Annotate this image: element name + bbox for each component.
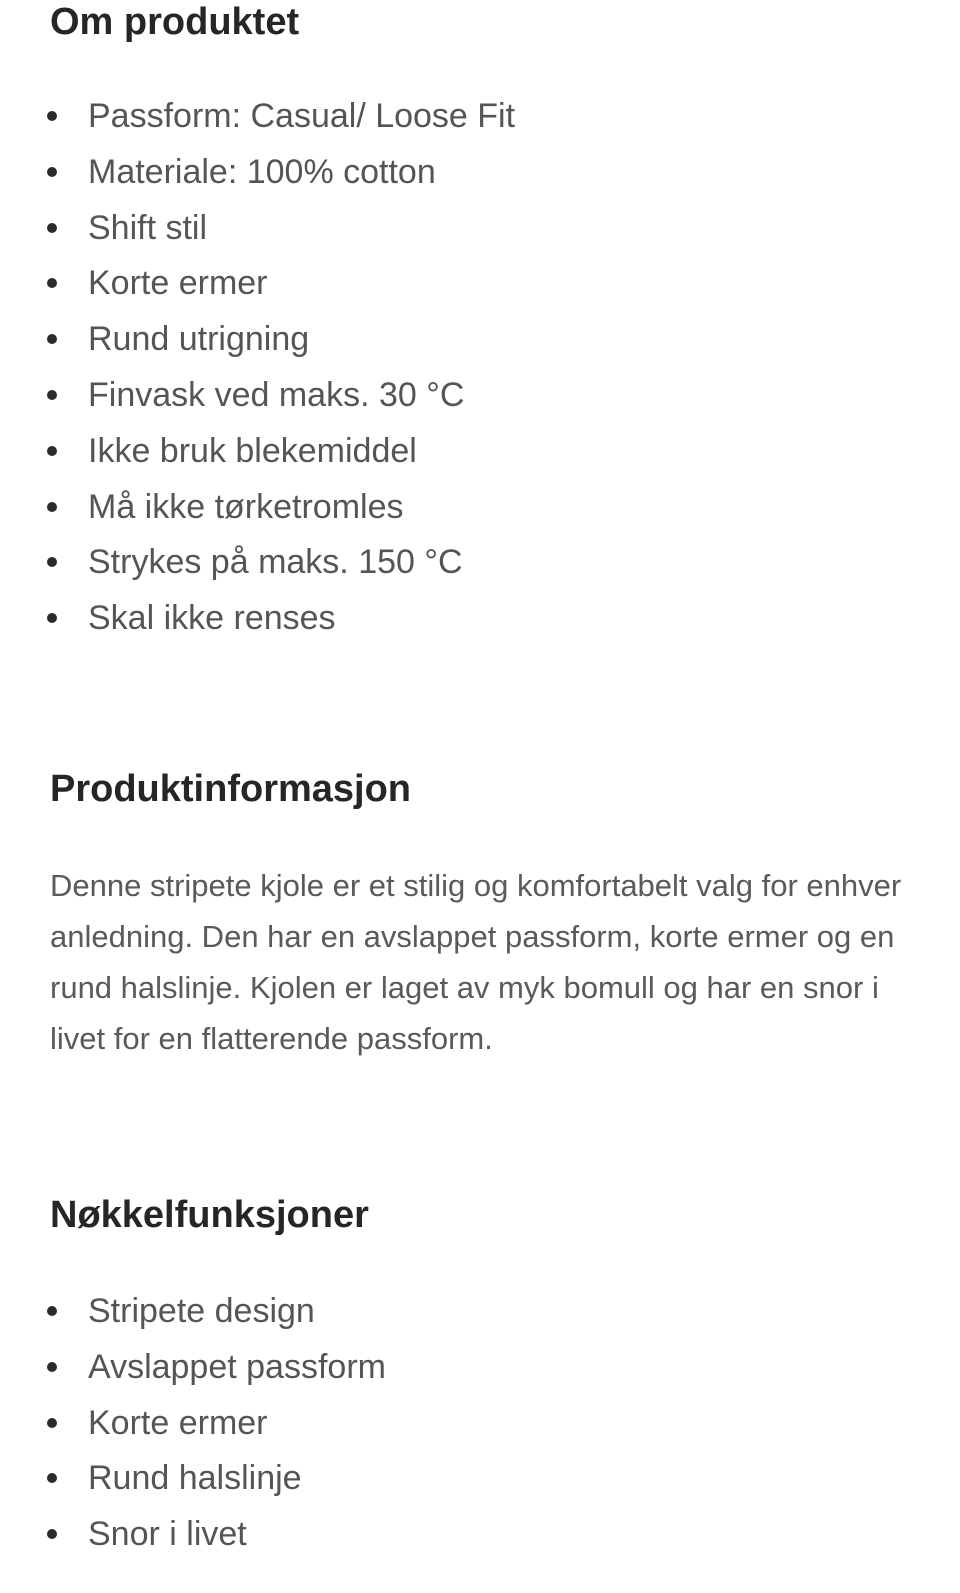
product-description: Denne stripete kjole er et stilig og komfortabelt valg for enhver anledning. Den har en avslappet passform, korte ermer og en rund halslinje. Kjolen er laget av myk bomull og har en snor i livet for en flatterende passform.: [50, 868, 902, 1056]
list-item: [0, 208, 515, 267]
list-item: [0, 375, 515, 434]
list-item: [0, 266, 515, 322]
list-item-text: Snor i livet: [88, 1515, 247, 1554]
section-title-product-info: Produktinformasjon: [50, 768, 412, 810]
list-item: [0, 1347, 386, 1406]
section-title-about: Om produktet: [50, 1, 300, 43]
bullet-icon: [47, 446, 57, 456]
list-item-text: Rund utrigning: [88, 320, 310, 359]
about-list: [0, 99, 515, 657]
bullet-icon: [47, 278, 57, 288]
list-item-text: Materiale: 100% cotton: [88, 152, 436, 191]
section-title-key-features: Nøkkelfunksjoner: [50, 1194, 369, 1236]
bullet-icon: [47, 1473, 57, 1483]
bullet-icon: [47, 111, 57, 121]
bullet-icon: [47, 390, 57, 400]
list-item-text: Korte ermer: [88, 1403, 268, 1442]
bullet-icon: [47, 1306, 57, 1316]
list-item: [0, 1517, 386, 1573]
list-item-text: Korte ermer: [88, 264, 268, 303]
list-item: [0, 601, 515, 657]
bullet-icon: [47, 1529, 57, 1539]
list-item-text: Strykes på maks. 150 °C: [88, 543, 463, 582]
list-item-text: Skal ikke renses: [88, 599, 336, 638]
list-item-text: Stripete design: [88, 1292, 315, 1330]
list-item-text: Rund halslinje: [88, 1459, 302, 1498]
list-item-text: Avslappet passform: [88, 1347, 386, 1386]
list-item: [0, 1294, 386, 1350]
bullet-icon: [47, 223, 57, 233]
bullet-icon: [47, 502, 57, 512]
list-item-text: Ikke bruk blekemiddel: [88, 431, 417, 470]
list-item: [0, 322, 515, 378]
list-item-text: Shift stil: [88, 208, 208, 247]
bullet-icon: [47, 613, 57, 623]
list-item: [0, 1461, 386, 1517]
list-item-text: Finvask ved maks. 30 °C: [88, 375, 465, 414]
list-item: [0, 545, 515, 601]
list-item: [0, 431, 515, 490]
list-item: [0, 99, 515, 155]
list-item-text: Passform: Casual/ Loose Fit: [88, 97, 516, 135]
features-list: [0, 1294, 386, 1573]
bullet-icon: [47, 557, 57, 567]
list-item: [0, 487, 515, 546]
bullet-icon: [47, 1362, 57, 1372]
list-item-text: Må ikke tørketromles: [88, 487, 404, 526]
bullet-icon: [47, 334, 57, 344]
bullet-icon: [47, 1418, 57, 1428]
bullet-icon: [47, 167, 57, 177]
list-item: [0, 152, 515, 211]
list-item: [0, 1403, 386, 1462]
